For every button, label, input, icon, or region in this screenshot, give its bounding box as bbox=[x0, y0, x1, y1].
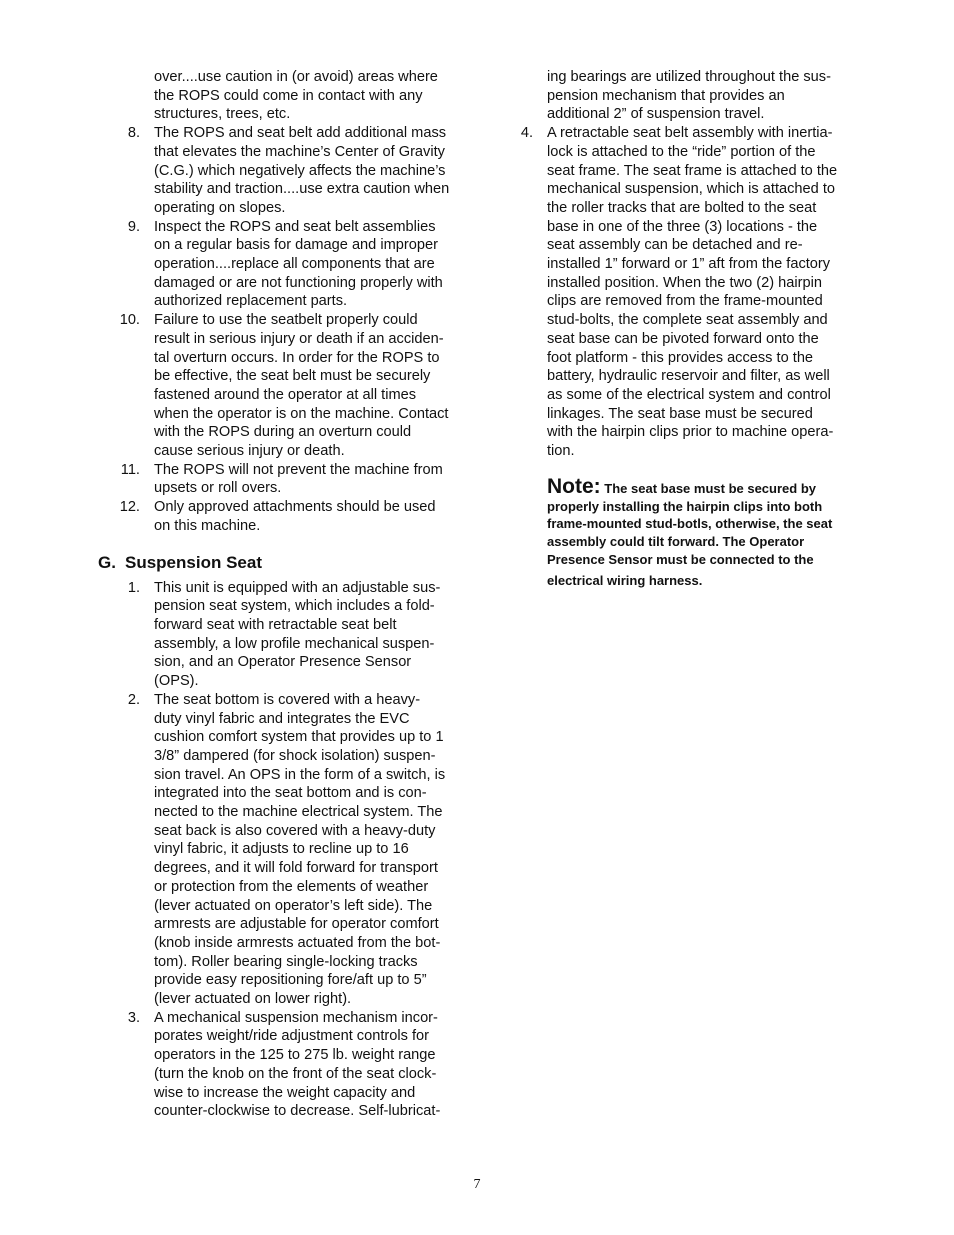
right-column bbox=[518, 68, 858, 590]
section-title: Suspension Seat bbox=[125, 552, 262, 572]
list-item-10: 10. Failure to use the seatbelt properly could result in serious injury or death if an acciden- tal overturn occurs. In order for the ROPS to be effective, the seat belt must be securely fastened around the operator at all times when the operator is on the machine. Contact with the ROPS during an overturn could cause serious injury or death. bbox=[119, 312, 449, 460]
section-letter: G. bbox=[98, 552, 116, 572]
continued-text: over....use caution in (or avoid) areas where the ROPS could come in contact with any structures, trees, etc. bbox=[154, 69, 438, 123]
section-item-1: 1. This unit is equipped with an adjustable sus- pension seat system, which includes a fold- forward seat with retractable seat belt assembly, a low profile mechanical suspen- sion, and an Operator Presence Sensor (OPS). bbox=[127, 579, 441, 690]
page-number: 7 bbox=[473, 1177, 481, 1192]
note-box: Note: The seat base must be secured by properly installing the hairpin clips into both frame-mounted stud-botls, otherwise, the seat assembly could tilt forward. The Operator Presence Sensor must be connected to the electrical wiring harness. bbox=[547, 474, 833, 588]
list-item-4: 4. A retractable seat belt assembly with inertia- lock is attached to the “ride” portion of the seat frame. The seat frame is attached to the mechanical suspension, which is attached to the roller tracks that are bolted to the seat base in one of the three (3) locations - the seat assembly can be detached and re- installed 1” forward or 1” aft from the factory installed position. When the two (2) hairpin clips are removed from the frame-mounted stud-bolts, the complete seat assembly and seat base can be pivoted forward onto the foot platform - this provides access to the battery, hydraulic reservoir and filter, as well as some of the electrical system and control linkages. The seat base must be secured with the hairpin clips prior to machine opera- tion. bbox=[520, 125, 838, 460]
list-item-8: 8. The ROPS and seat belt add additional mass that elevates the machine’s Center of Gravity (C.G.) which negatively affects the machine’s stability and traction....use extra caution when operating on slopes. bbox=[127, 125, 450, 216]
section-heading bbox=[98, 553, 462, 573]
note-label: Note: bbox=[547, 474, 601, 498]
continued-text: ing bearings are utilized throughout the sus- pension mechanism that provides an additional 2” of suspension travel. bbox=[547, 69, 831, 123]
left-column bbox=[98, 68, 462, 1121]
list-item-9: 9. Inspect the ROPS and seat belt assemblies on a regular basis for damage and improper operation....replace all components that are damaged or are not functioning properly with authorized replacement parts. bbox=[127, 218, 443, 310]
note-text: The seat base must be secured by bbox=[604, 480, 816, 496]
section-item-3: 3. A mechanical suspension mechanism incor- porates weight/ride adjustment controls for operators in the 125 to 275 lb. weight range (turn the knob on the front of the seat clock- wise to increase the weight capacity and counter-clockwise to decrease. Self-lubricat- bbox=[127, 1009, 441, 1120]
list-item-11: 11. The ROPS will not prevent the machine from upsets or roll overs. bbox=[120, 461, 443, 497]
section-item-2: 2. The seat bottom is covered with a heavy- duty vinyl fabric and integrates the EVC cushion comfort system that provides up to 1 3/8” dampered (for shock isolation) suspen- sion travel. An OPS in the form of a switch, is integrated into the seat bottom and is con- nected to the machine electrical system. The seat back is also covered with a heavy-duty vinyl fabric, it adjusts to recline up to 16 degrees, and it will fold forward for transport or protection from the elements of weather (lever actuated on operator’s left side). The armrests are adjustable for operator comfort (knob inside armrests actuated from the bot- tom). Roller bearing single-locking tracks provide easy repositioning fore/aft up to 5” (lever actuated on lower right). bbox=[127, 691, 446, 1008]
list-item-12: 12. Only approved attachments should be used on this machine. bbox=[119, 499, 436, 534]
